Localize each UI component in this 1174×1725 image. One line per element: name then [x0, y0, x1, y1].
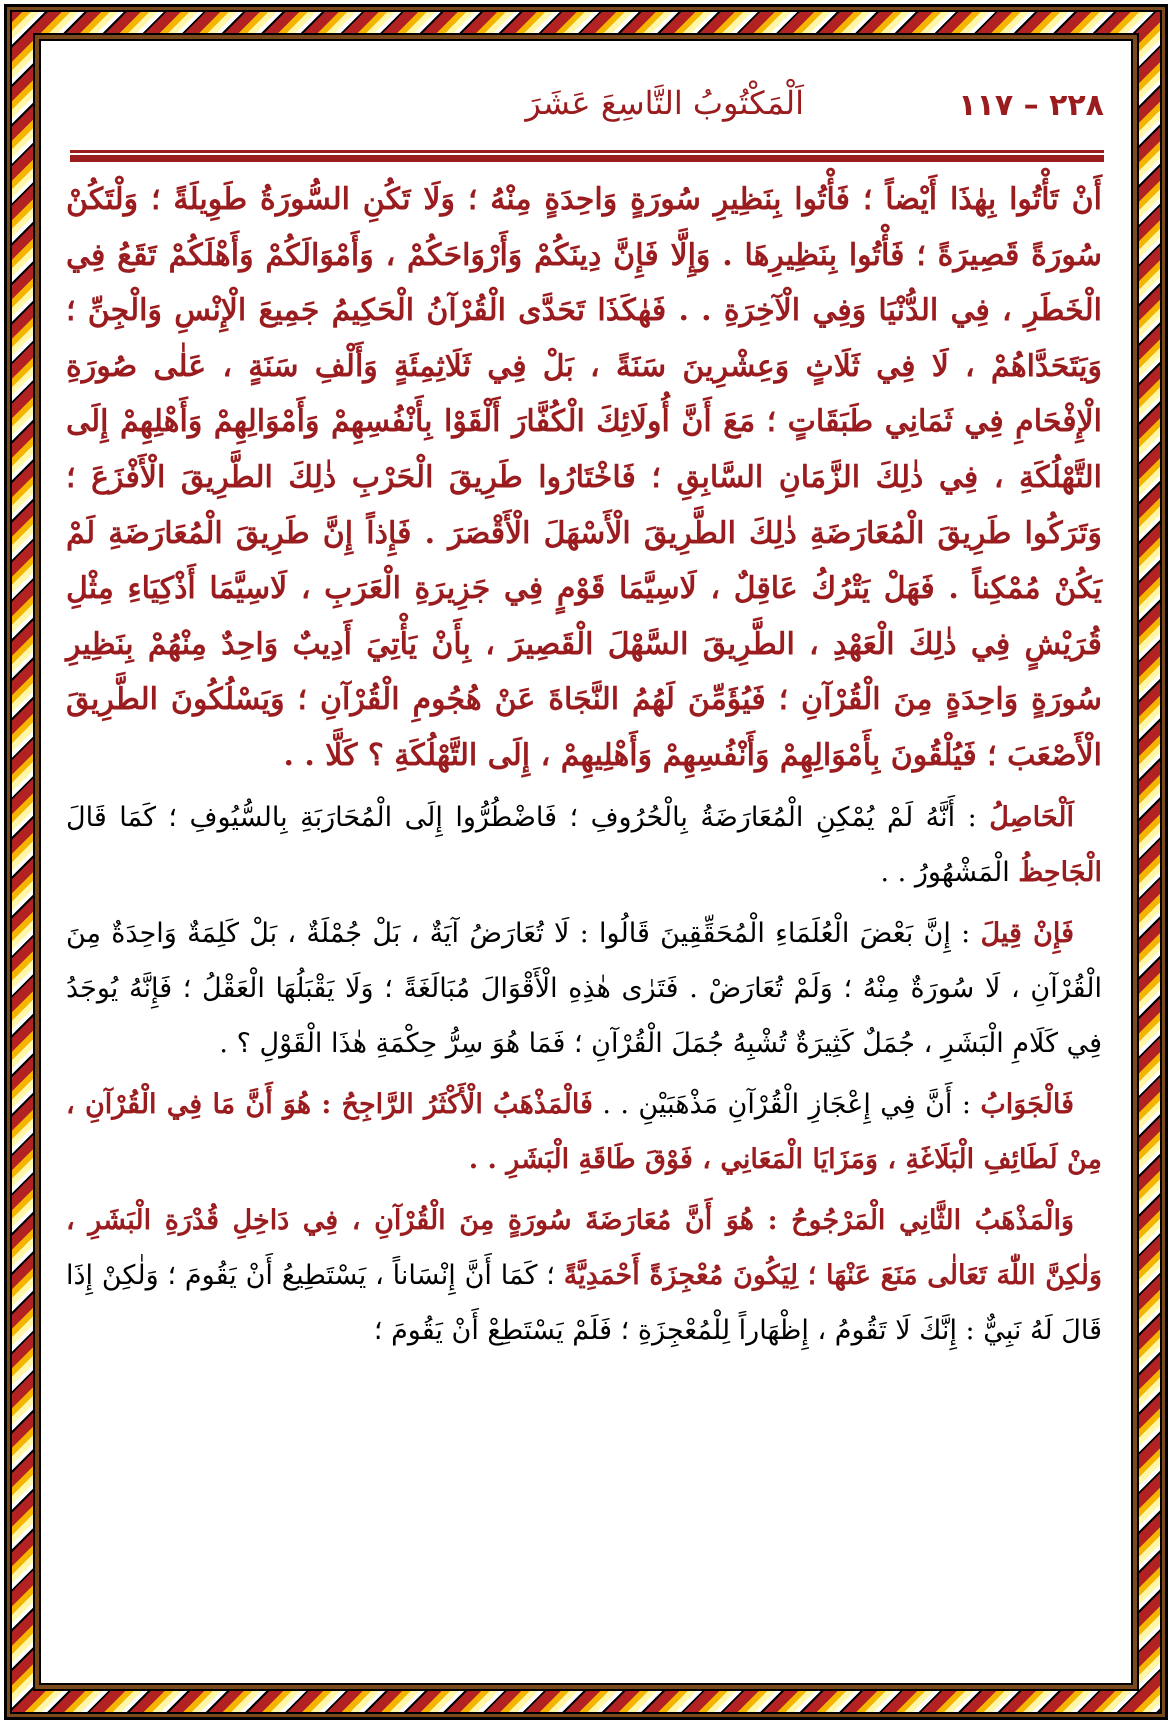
highlighted-text: فَالْمَذْهَبُ الْأَكْثَرُ الرَّاجِحُ : هُوَ أَنَّ مَا فِي الْقُرْآنِ ، مِنْ لَطَائِفِ الْبَلَاغَةِ ، وَمَزَايَا الْمَعَانِي ، فَوْقَ طَاقَةِ الْبَشَرِ . .: [66, 1088, 1102, 1175]
page-body: [66, 172, 1102, 1358]
paragraph-second-school: [66, 1193, 1102, 1358]
page-header: [70, 84, 1104, 144]
text-run: الْمَشْهُورُ . .: [880, 856, 1019, 888]
page-number: ٢٢٨ – ١١٧: [958, 88, 1104, 123]
paragraph-conclusion: [66, 790, 1102, 900]
text-run: : أَنَّ فِي إِعْجَازِ الْقُرْآنِ مَذْهَبَيْنِ . .: [592, 1088, 981, 1120]
header-divider-thin: [70, 150, 1104, 153]
text-run: أَنْ تَأْتُوا بِهٰذَا أَيْضاً ؛ فَأْتُوا بِنَظِيرِ سُورَةٍ وَاحِدَةٍ مِنْهُ ؛ وَلَا تَكُنِ السُّورَةُ طَوِيلَةً ؛ وَلْتَكُنْ سُورَةً قَصِيرَةً ؛ فَأْتُوا بِنَظِيرِهَا . وَإِلَّا فَإِنَّ دِينَكُمْ وَأَرْوَاحَكُمْ ، وَأَمْوَالَكُمْ وَأَهْلَكُمْ تَقَعُ فِي الْخَطَرِ ، فِي الدُّنْيَا وَفِي الْآخِرَةِ . . فَهٰكَذَا تَحَدَّى الْقُرْآنُ الْحَكِيمُ جَمِيعَ الْإِنْسِ وَالْجِنِّ ؛ وَيَتَحَدَّاهُمْ ، لَا فِي ثَلَاثٍ وَعِشْرِينَ سَنَةً ، بَلْ فِي ثَلَاثِمِئَةٍ وَأَلْفِ سَنَةٍ ، عَلٰى صُورَةِ الْإِفْحَامِ فِي ثَمَانِي طَبَقَاتٍ ؛ مَعَ أَنَّ أُولَائِكَ الْكُفَّارَ أَلْقَوْا بِأَنْفُسِهِمْ وَأَمْوَالِهِمْ وَأَهْلِهِمْ إِلَى التَّهْلُكَةِ ، فِي ذٰلِكَ الزَّمَانِ السَّابِقِ ؛ فَاخْتَارُوا طَرِيقَ الْحَرْبِ ذٰلِكَ الطَّرِيقَ الْأَفْزَعَ ؛ وَتَرَكُوا طَرِيقَ الْمُعَارَضَةِ ذٰلِكَ الطَّرِيقَ الْأَسْهَلَ الْأَقْصَرَ . فَإِذاً إِنَّ طَرِيقَ الْمُعَارَضَةِ لَمْ يَكُنْ مُمْكِناً . فَهَلْ يَتْرُكُ عَاقِلٌ ، لَاسِيَّمَا قَوْمٍ فِي جَزِيرَةِ الْعَرَبِ ، لَاسِيَّمَا أَذْكِيَاءِ مِثْلِ قُرَيْشٍ فِي ذٰلِكَ الْعَهْدِ ، الطَّرِيقَ السَّهْلَ الْقَصِيرَ ، بِأَنْ يَأْتِيَ أَدِيبٌ وَاحِدٌ مِنْهُمْ بِنَظِيرِ سُورَةٍ وَاحِدَةٍ مِنَ الْقُرْآنِ ؛ فَيُؤَمِّنَ لَهُمُ النَّجَاةَ عَنْ هُجُومِ الْقُرْآنِ ؛ وَيَسْلُكُونَ الطَّرِيقَ الْأَصْعَبَ ؛ فَيُلْقُونَ بِأَمْوَالِهِمْ وَأَنْفُسِهِمْ وَأَهْلِيهِمْ ، إِلَى التَّهْلُكَةِ ؟ كَلَّا . .: [66, 182, 1103, 773]
chapter-title: اَلْمَكْتُوبُ التَّاسِعَ عَشَرَ: [525, 84, 804, 122]
term-label: فَالْجَوَابُ: [980, 1088, 1074, 1120]
term-label: فَإِنْ قِيلَ: [980, 917, 1074, 949]
person-name: الْجَاحِظُ: [1018, 856, 1102, 888]
header-divider-thick: [70, 155, 1104, 162]
paragraph-objection: [66, 906, 1102, 1071]
text-run: ؛ كَمَا أَنَّ إِنْسَاناً ، يَسْتَطِيعُ أَنْ يَقُومَ ؛ وَلٰكِنْ إِذَا قَالَ لَهُ نَبِيٌّ : إِنَّكَ لَا تَقُومُ ، إِظْهَاراً لِلْمُعْجِزَةِ ؛ فَلَمْ يَسْتَطِعْ أَنْ يَقُومَ ؛: [66, 1259, 1102, 1346]
paragraph-quoted-challenge: [66, 172, 1102, 784]
highlighted-text: وَالْمَذْهَبُ الثَّانِي الْمَرْجُوحُ : هُوَ أَنَّ مُعَارَضَةَ سُورَةٍ مِنَ الْقُرْآنِ ، فِي دَاخِلِ قُدْرَةِ الْبَشَرِ ، وَلٰكِنَّ اللّٰهَ تَعَالٰى مَنَعَ عَنْهَا ؛ لِيَكُونَ مُعْجِزَةً أَحْمَدِيَّةً: [66, 1204, 1102, 1291]
paragraph-answer: [66, 1077, 1102, 1187]
term-label: اَلْحَاصِلُ: [989, 801, 1074, 833]
text-run: : أَنَّهُ لَمْ يُمْكِنِ الْمُعَارَضَةُ بِالْحُرُوفِ ؛ فَاضْطُرُّوا إِلَى الْمُحَارَبَةِ بِالسُّيُوفِ ؛ كَمَا قَالَ: [66, 801, 990, 833]
text-run: : إِنَّ بَعْضَ الْعُلَمَاءِ الْمُحَقِّقِينَ قَالُوا : لَا تُعَارَضُ آيَةٌ ، بَلْ جُمْلَةٌ ، بَلْ كَلِمَةٌ وَاحِدَةٌ مِنَ الْقُرْآنِ ، لَا سُورَةٌ مِنْهُ ؛ وَلَمْ تُعَارَضْ . فَتَرٰى هٰذِهِ الْأَقْوَالَ مُبَالَغَةً ؛ وَلَا يَقْبَلُهَا الْعَقْلُ ؛ فَإِنَّهُ يُوجَدُ فِي كَلَامِ الْبَشَرِ ، جُمَلٌ كَثِيرَةٌ تُشْبِهُ جُمَلَ الْقُرْآنِ ؛ فَمَا هُوَ سِرُّ حِكْمَةِ هٰذَا الْقَوْلِ ؟ .: [66, 917, 1102, 1059]
